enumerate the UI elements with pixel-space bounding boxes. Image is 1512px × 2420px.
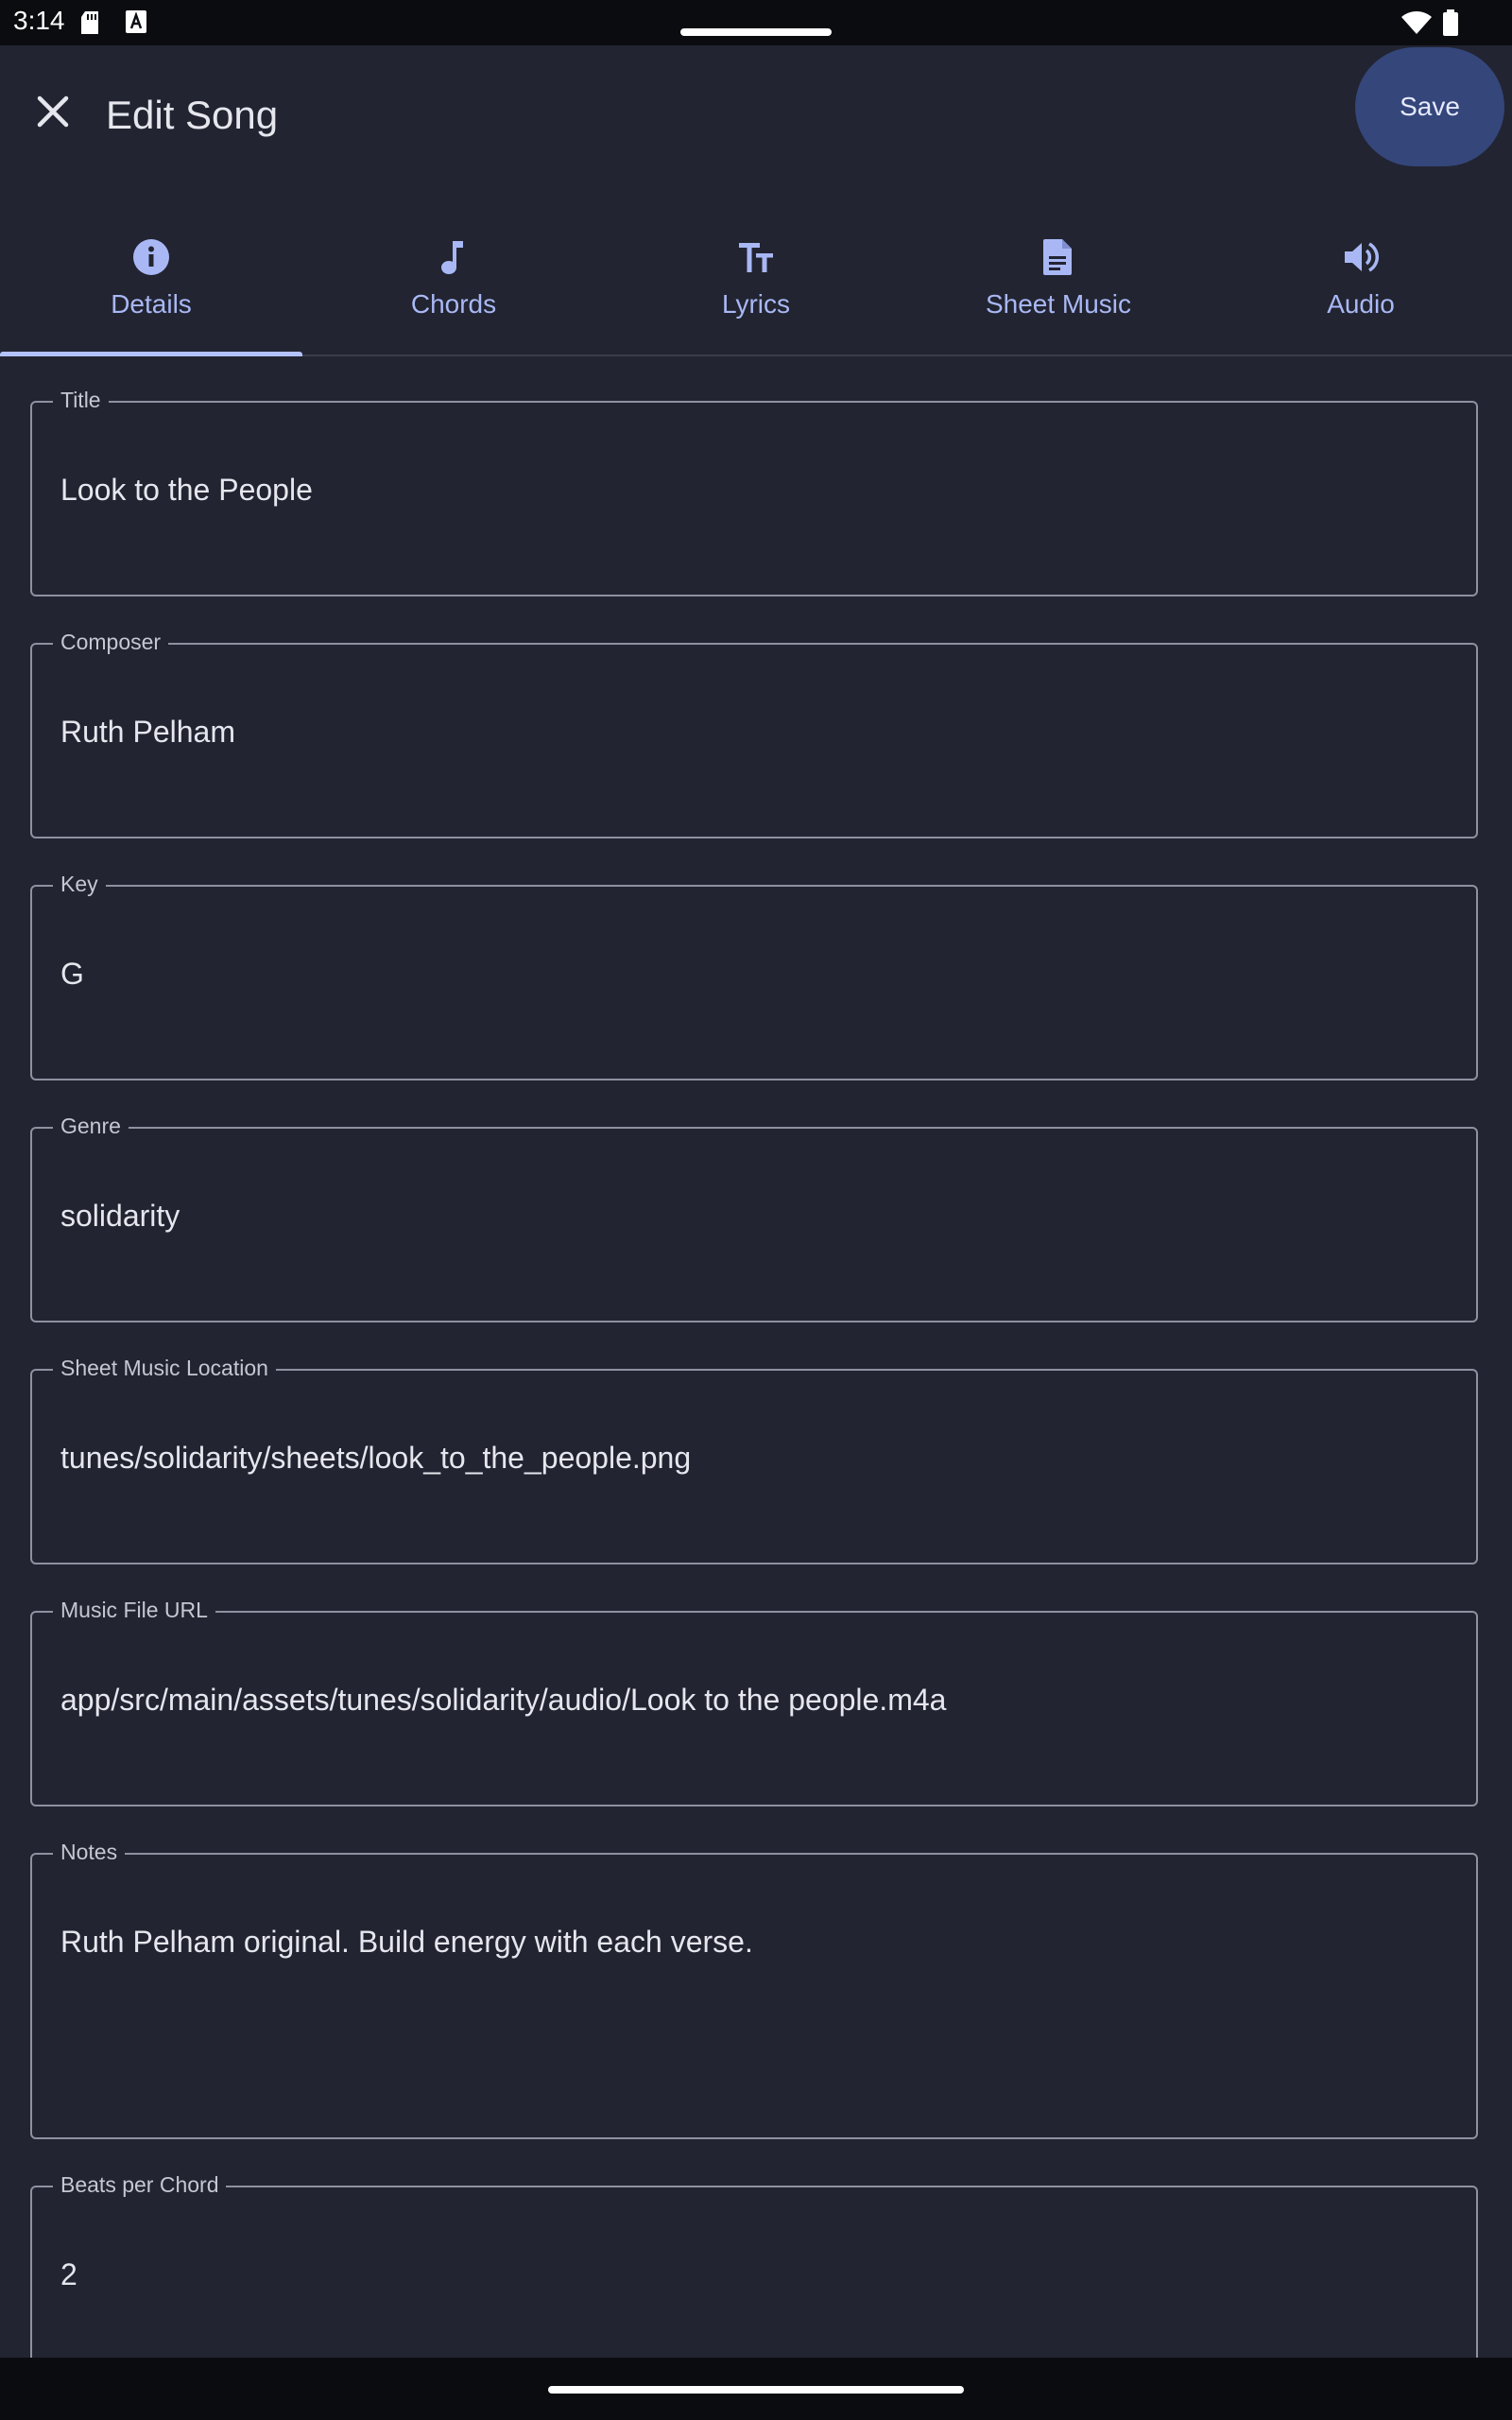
notes-field[interactable]	[30, 1840, 1482, 2139]
tab-bar	[0, 187, 1512, 356]
field-label: Beats per Chord	[53, 2170, 226, 2199]
music-file-url-field[interactable]	[30, 1598, 1482, 1806]
status-time: 3:14	[13, 6, 65, 35]
tab-audio[interactable]	[1210, 187, 1512, 354]
field-label: Genre	[53, 1112, 129, 1140]
info-icon	[132, 238, 170, 276]
home-handle[interactable]	[548, 2386, 964, 2394]
battery-icon	[1442, 9, 1459, 36]
field-label: Composer	[53, 628, 168, 656]
genre-field[interactable]	[30, 1114, 1482, 1322]
status-bar	[0, 0, 1512, 45]
page-title: Edit Song	[106, 93, 279, 137]
field-outline	[30, 885, 1478, 1080]
tab-details[interactable]	[0, 187, 302, 354]
tab-label: Chords	[410, 289, 497, 319]
tab-chords[interactable]	[302, 187, 605, 354]
field-outline	[30, 1853, 1478, 2139]
keyboard-a-icon	[125, 9, 147, 34]
composer-field[interactable]	[30, 630, 1482, 838]
volume-icon	[1342, 238, 1380, 276]
field-value: Ruth Pelham original. Build energy with each verse.	[60, 1925, 753, 1959]
camera-pill	[680, 28, 832, 36]
tab-lyrics[interactable]	[605, 187, 907, 354]
field-label: Music File URL	[53, 1596, 215, 1624]
document-icon	[1040, 238, 1077, 276]
field-value: 2	[60, 2257, 77, 2291]
field-value: G	[60, 957, 84, 991]
tab-label: Lyrics	[721, 289, 791, 319]
field-label: Sheet Music Location	[53, 1354, 276, 1382]
key-field[interactable]	[30, 872, 1482, 1080]
tab-label: Sheet Music	[985, 289, 1132, 319]
sheet-music-location-field[interactable]	[30, 1356, 1482, 1564]
field-value: Ruth Pelham	[60, 715, 235, 749]
field-value: solidarity	[60, 1199, 180, 1233]
top-app-bar	[0, 45, 1512, 187]
field-label: Notes	[53, 1838, 125, 1866]
tab-sheet-music[interactable]	[907, 187, 1210, 354]
tab-label: Audio	[1327, 289, 1395, 319]
field-label: Title	[53, 386, 109, 414]
save-button[interactable]: Save	[1355, 47, 1504, 166]
text-size-icon	[737, 238, 775, 276]
field-label: Key	[53, 870, 106, 898]
wifi-icon	[1400, 9, 1433, 36]
field-outline	[30, 643, 1478, 838]
field-value: tunes/solidarity/sheets/look_to_the_people.png	[60, 1441, 692, 1475]
music-note-icon	[435, 238, 472, 276]
tab-label: Details	[111, 289, 192, 319]
field-value: app/src/main/assets/tunes/solidarity/audio/Look to the people.m4a	[60, 1683, 947, 1717]
title-field[interactable]	[30, 388, 1482, 596]
field-value: Look to the People	[60, 473, 313, 507]
navigation-bar	[0, 2358, 1512, 2420]
field-outline	[30, 1127, 1478, 1322]
close-icon[interactable]	[28, 87, 77, 136]
sd-card-icon	[79, 9, 102, 36]
